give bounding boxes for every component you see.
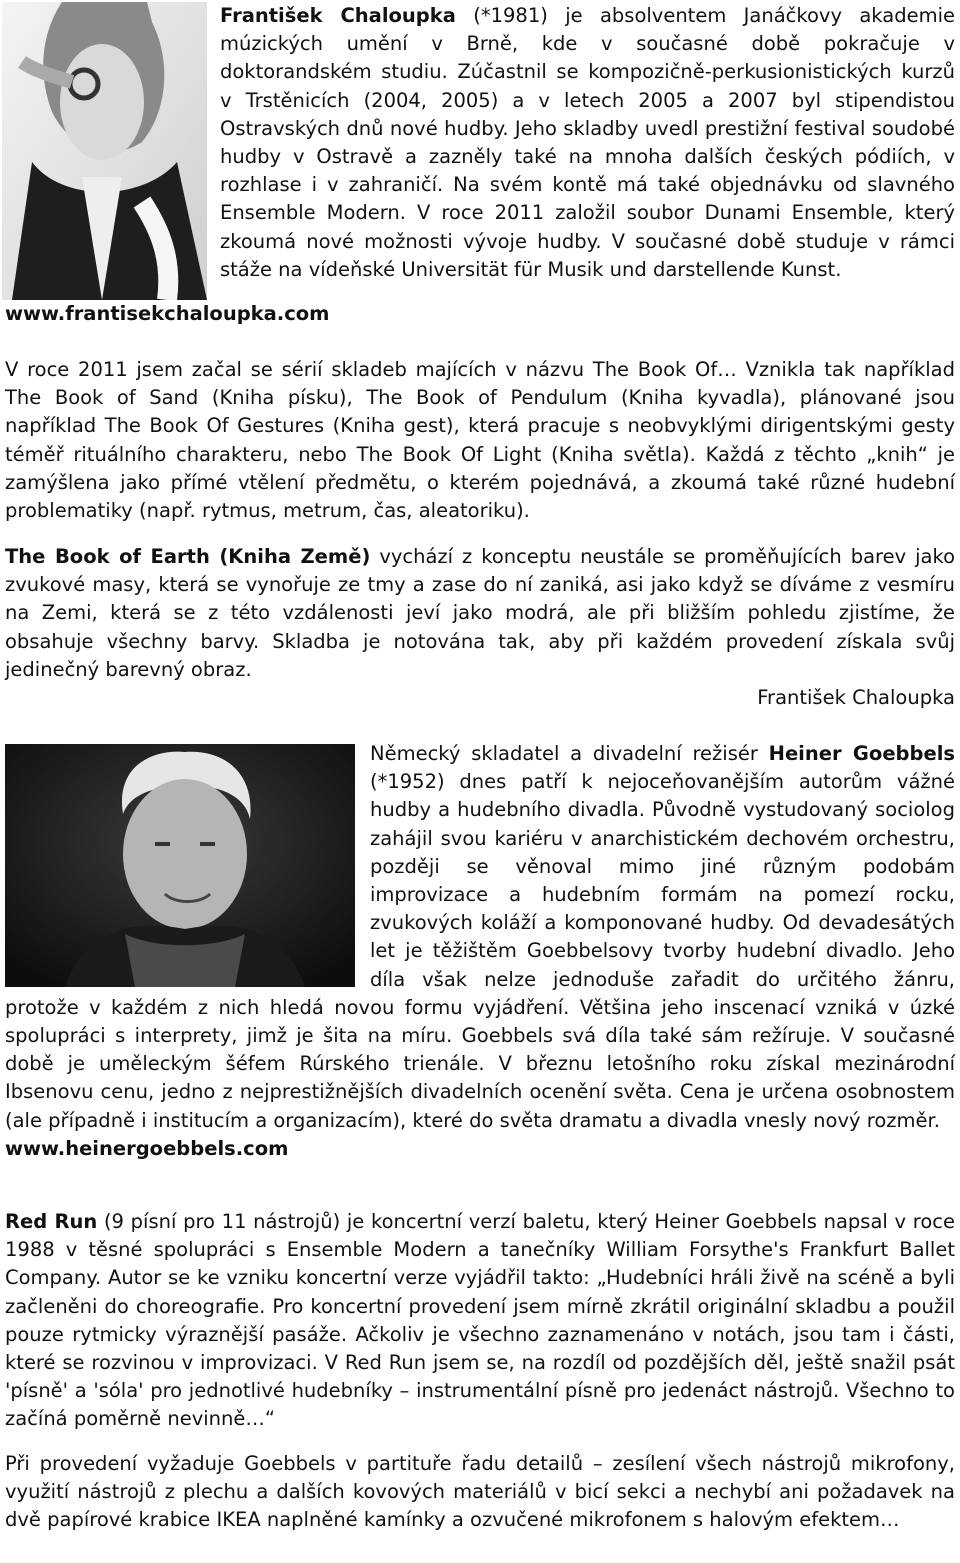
goebbels-bio-body: (*1952) dnes patří k nejoceňovanějším autorům vážné hudby a hudebního divadla. Původně vystudovaný sociolog zahájil svou kariéru v anarchistickém dechovém orchestru, později se věnoval mimo jiné různým podobám improvizace a hudebním formám na pomezí rocku, zvukových koláží a komponované hudby. Od devadesátých let je těžištěm Goebbelsovy tvorby hudební divadlo. Jeho díla však nelze jednoduše zařadit do určitého žánru, protože v každém z nich hledá novou formu vyjádření. Většina jeho inscenací vzniká v úzké spolupráci s interprety, jimž je šita na míru. Goebbels svá díla také sám režíruje. V současné době je uměleckým šéfem Rúrského trienále. V březnu letošního roku získal mezinárodní Ibsenovu cenu, jedno z nejprestižnějších divadelních ocenění světa. Cena je určena osobnostem (ale případně i institucím a organizacím), které do světa dramatu a divadla vnesly nový rozměr.: [5, 770, 955, 1132]
goebbels-portrait: [5, 744, 355, 987]
chaloupka-bio-body: (*1981) je absolventem Janáčkovy akademie múzických umění v Brně, kde v současné době pokračuje v doktorandském studiu. Zúčastnil se kompozičně-perkusionistických kurzů v Trstěnicích (2004, 2005) a v letech 2005 a 2007 byl stipendistou Ostravských dnů nové hudby. Jeho skladby uvedl prestižní festival soudobé hudby v Ostravě a zazněly také na mnoha dalších českých pódiích, v rozhlase i v zahraničí. Na svém kontě má také objednávku od slavného Ensemble Modern. V roce 2011 založil soubor Dunami Ensemble, který zkoumá nové možnosti vývoje hudby. V současné době studuje v rámci stáže na vídeňské Universität für Musik und darstellende Kunst.: [220, 4, 955, 281]
goebbels-bio: [5, 740, 955, 1163]
author-signature: František Chaloupka: [757, 686, 955, 710]
performance-notes-section: [5, 1450, 955, 1535]
book-of-earth-paragraph: [5, 543, 955, 684]
performance-notes-paragraph: Při provedení vyžaduje Goebbels v partituře řadu detailů – zesílení všech nástrojů mikrofony, využití nástrojů z plechu a dalších kovových materiálů v bicí sekci a nechybí ani požadavek na dvě papírové krabice IKEA naplněné kamínky a ozvučené mikrofonem s halovým efektem…: [5, 1452, 955, 1532]
goebbels-name: Heiner Goebbels: [768, 742, 955, 765]
red-run-text: (9 písní pro 11 nástrojů) je koncertní verzí baletu, který Heiner Goebbels napsal v roce 1988 v těsné spolupráci s Ensemble Modern a tanečníky William Forsythe's Frankfurt Ballet Company. Autor se ke vzniku koncertní verze vyjádřil takto: „Hudebníci hráli živě na scéně a byli začleněni do choreografie. Pro koncertní provedení jsem mírně zkrátil originální skladbu a použil pouze rytmicky výraznější pasáže. Ačkoliv je všechno zaznamenáno v notách, jsou tam i části, které se rozvinou v improvizaci. V Red Run jsem se, na rozdíl od pozdějších děl, ještě snažil psát 'písně' a 'sóla' pro jednotlivé hudebníky – instrumentální písně pro jedenáct nástrojů. Všechno to začíná poměrně nevinně…“: [5, 1210, 955, 1431]
intro-section: [5, 356, 955, 525]
book-of-earth-section: [5, 543, 955, 712]
chaloupka-bio: [5, 2, 955, 328]
goebbels-bio-lead: Německý skladatel a divadelní režisér: [370, 742, 769, 765]
red-run-paragraph: [5, 1208, 955, 1434]
chaloupka-website-link[interactable]: www.frantisekchaloupka.com: [5, 302, 330, 325]
goebbels-website-link[interactable]: www.heinergoebbels.com: [5, 1136, 289, 1160]
book-series-paragraph: V roce 2011 jsem začal se sérií skladeb majících v názvu The Book Of… Vznikla tak například The Book of Sand (Kniha písku), The Book of Pendulum (Kniha kyvadla), plánované jsou například The Book Of Gestures (Kniha gest), která pracuje s neobvyklými dirigentskými gesty téměř rituálního charakteru, nebo The Book Of Light (Kniha světla). Každá z těchto „knih“ je zamýšlena jako přímé vtělení předmětu, o kterém pojednává, a zkoumá také různé hudební problematiky (např. rytmus, metrum, čas, aleatoriku).: [5, 358, 955, 523]
chaloupka-name: František Chaloupka: [220, 4, 456, 27]
chaloupka-portrait: [2, 2, 207, 300]
book-of-earth-title: The Book of Earth (Kniha Země): [5, 545, 371, 568]
red-run-title: Red Run: [5, 1210, 98, 1233]
red-run-section: [5, 1208, 955, 1434]
book-of-earth-text: vychází z konceptu neustále se proměňujících barev jako zvukové masy, která se vynořuje ze tmy a zase do ní zaniká, asi jako když se díváme z vesmíru na Zemi, která se z této vzdálenosti jeví jako modrá, ale při bližším pohledu zjistíme, že obsahuje všechny barvy. Skladba je notována tak, aby při každém provedení získala svůj jedinečný barevný obraz.: [5, 545, 956, 681]
